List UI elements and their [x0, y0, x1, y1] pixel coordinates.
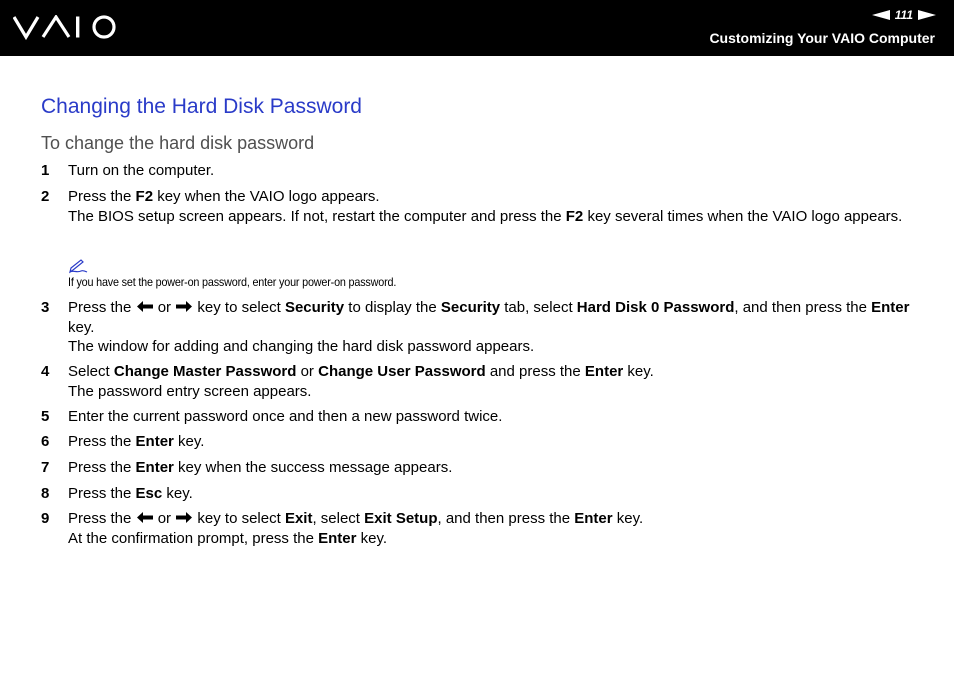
step-result-text: key. — [356, 529, 388, 547]
step-text: Turn on the computer. — [68, 162, 215, 179]
step-number: 9 — [41, 510, 50, 527]
step-number: 7 — [41, 459, 50, 476]
step-text: key. — [612, 510, 644, 527]
step-text: Enter the current password once and then a new password twice. — [68, 408, 503, 425]
step-result-text: key several times when the VAIO logo appears. — [583, 207, 903, 225]
key-name: Enter — [135, 459, 174, 476]
step-result-text: The window for adding and changing the hard disk password appears. — [68, 338, 535, 355]
step-2 — [41, 187, 921, 226]
step-number: 1 — [41, 162, 50, 179]
menu-name: Exit — [284, 510, 313, 527]
key-name: Enter — [871, 299, 910, 316]
key-name: F2 — [565, 207, 584, 225]
vaio-logo — [13, 15, 121, 41]
step-1 — [41, 161, 921, 181]
step-number: 8 — [41, 485, 50, 502]
menu-item-name: Change User Password — [318, 363, 486, 380]
step-number: 6 — [41, 433, 50, 450]
step-6 — [41, 432, 921, 452]
key-name: Enter — [584, 363, 624, 380]
page-header — [0, 0, 954, 56]
step-4 — [41, 362, 921, 401]
next-page-icon[interactable] — [918, 10, 936, 20]
key-name: F2 — [135, 188, 154, 205]
left-arrow-key-icon — [136, 300, 154, 313]
page-navigator — [872, 7, 936, 23]
page-title: Changing the Hard Disk Password — [41, 95, 362, 118]
step-result-text: At the confirmation prompt, press the — [68, 529, 319, 547]
step-text: Press the — [68, 433, 136, 450]
key-name: Esc — [135, 485, 163, 502]
step-text: Press the — [68, 485, 136, 502]
menu-item-name: Change Master Password — [113, 363, 297, 380]
step-text: Press the — [68, 510, 136, 527]
step-number: 4 — [41, 363, 50, 380]
step-number: 3 — [41, 299, 50, 316]
step-8 — [41, 484, 921, 504]
step-text: to display the — [344, 299, 441, 316]
step-text: , and then press the — [437, 510, 575, 527]
step-text: or — [296, 363, 319, 380]
step-text: or — [153, 299, 176, 316]
key-name: Enter — [574, 510, 613, 527]
note-text: If you have set the power-on password, enter your power-on password. — [68, 275, 397, 289]
key-name: Enter — [318, 529, 357, 547]
menu-item-name: Exit Setup — [364, 510, 438, 527]
menu-item-name: Hard Disk 0 Password — [576, 299, 735, 316]
right-arrow-key-icon — [175, 300, 193, 313]
step-text: key when the VAIO logo appears. — [153, 188, 380, 205]
left-arrow-key-icon — [136, 511, 154, 524]
step-7 — [41, 458, 921, 478]
key-name: Enter — [135, 433, 174, 450]
step-5 — [41, 407, 921, 427]
step-text: key. — [68, 318, 95, 336]
step-text: key when the success message appears. — [173, 459, 453, 476]
step-text: or — [153, 510, 176, 527]
procedure-subtitle: To change the hard disk password — [41, 133, 315, 153]
step-text: Press the — [68, 188, 136, 205]
pencil-note-icon — [68, 258, 88, 274]
step-3 — [41, 298, 921, 357]
menu-name: Security — [440, 299, 501, 316]
section-title: Customizing Your VAIO Computer — [709, 30, 935, 46]
step-text: and press the — [485, 363, 585, 380]
previous-page-icon[interactable] — [872, 10, 890, 20]
step-result-text: The password entry screen appears. — [68, 382, 312, 400]
step-text: , select — [312, 510, 365, 527]
step-text: key to select — [193, 510, 285, 527]
page-number: 111 — [894, 8, 913, 22]
step-text: tab, select — [500, 299, 577, 316]
step-text: key to select — [193, 299, 285, 316]
step-number: 5 — [41, 408, 50, 425]
step-text: key. — [162, 485, 193, 502]
step-text: key. — [173, 433, 205, 450]
step-text: Press the — [68, 459, 136, 476]
right-arrow-key-icon — [175, 511, 193, 524]
step-result-text: The BIOS setup screen appears. If not, restart the computer and press the — [68, 207, 566, 225]
step-9 — [41, 509, 921, 548]
step-text: key. — [623, 363, 654, 380]
menu-name: Security — [284, 299, 345, 316]
step-text: Select — [68, 363, 114, 380]
note — [68, 258, 928, 289]
step-number: 2 — [41, 188, 50, 205]
step-text: , and then press the — [734, 299, 872, 316]
step-text: Press the — [68, 299, 136, 316]
